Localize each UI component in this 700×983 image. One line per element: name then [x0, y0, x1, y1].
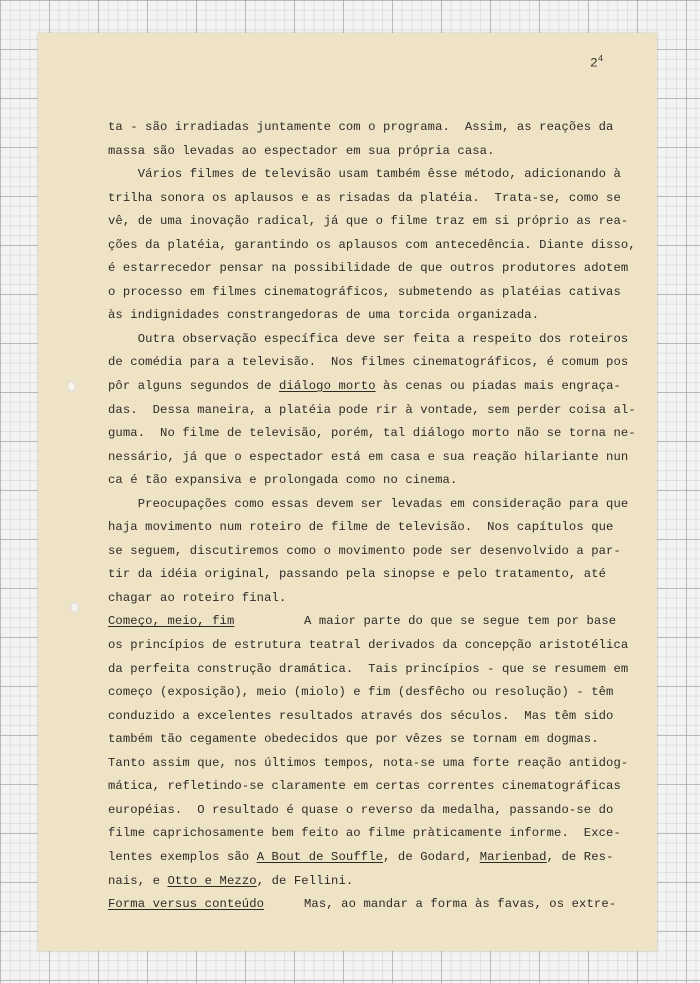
text-line: o processo em filmes cinematográficos, submetendo as platéias cativas — [108, 284, 621, 299]
text-line — [108, 375, 621, 399]
text-line: Outra observação específica deve ser feita a respeito dos roteiros — [108, 331, 629, 346]
text-line: filme caprichosamente bem feito ao filme pràticamente informe. Exce- — [108, 826, 621, 841]
text-line: trilha sonora os aplausos e as risadas da platéia. Trata-se, como se — [108, 190, 621, 205]
text-line: se seguem, discutiremos como o movimento pode ser desenvolvido a par- — [108, 543, 621, 558]
text-line — [108, 846, 614, 870]
text-line — [108, 610, 617, 634]
text-line: das. Dessa maneira, a platéia pode rir à vontade, sem perder coisa al- — [108, 402, 636, 417]
text-run: A maior parte do que se segue tem por base — [304, 614, 617, 629]
text-line: massa são levadas ao espectador em sua própria casa. — [108, 143, 495, 158]
typed-text-body — [108, 116, 636, 917]
text-line: chagar ao roteiro final. — [108, 590, 287, 605]
text-line: vê, de uma inovação radical, já que o filme traz em si próprio as rea- — [108, 214, 629, 229]
text-run: , de Godard, — [383, 849, 480, 864]
section-heading: Começo, meio, fim — [108, 614, 235, 629]
text-line: da perfeita construção dramática. Tais princípios - que se resumem em — [108, 661, 629, 676]
text-line: guma. No filme de televisão, porém, tal diálogo morto não se torna ne- — [108, 426, 636, 441]
punch-hole-bottom — [70, 602, 79, 613]
text-run: pôr alguns segundos de — [108, 379, 279, 394]
film-title: Otto e Mezzo — [167, 873, 257, 888]
text-run: , de Res- — [546, 849, 614, 864]
text-line: começo (exposição), meio (miolo) e fim (desfêcho ou resolução) - têm — [108, 685, 614, 700]
text-line: de comédia para a televisão. Nos filmes cinematográficos, é comum pos — [108, 355, 629, 370]
text-line: nessário, já que o espectador está em casa e sua reação hilariante nun — [108, 449, 629, 464]
text-line: ta - são irradiadas juntamente com o programa. Assim, as reações da — [108, 120, 614, 134]
text-line — [108, 870, 608, 894]
underlined-term: diálogo morto — [278, 379, 376, 394]
text-run: nais, e — [108, 873, 168, 888]
text-line: Preocupações como essas devem ser levadas em consideração para que — [108, 496, 629, 511]
text-line: Tanto assim que, nos últimos tempos, nota-se uma forte reação antidog- — [108, 755, 629, 770]
text-line — [108, 893, 617, 917]
text-run: lentes exemplos são — [108, 849, 257, 864]
page-number: $2^4$ — [590, 54, 604, 71]
text-line: Vários filmes de televisão usam também êsse método, adicionando à — [108, 167, 621, 182]
section-heading: Forma versus conteúdo — [108, 897, 265, 912]
text-run: às cenas ou piadas mais engraça- — [375, 379, 621, 394]
text-line: os princípios de estrutura teatral derivados da concepção aristotélica — [108, 638, 629, 653]
text-line: tir da idéia original, passando pela sinopse e pelo tratamento, até — [108, 567, 607, 582]
text-line: é estarrecedor pensar na possibilidade de que outros produtores adotem — [108, 261, 629, 276]
text-line: haja movimento num roteiro de filme de televisão. Nos capítulos que — [108, 520, 614, 535]
text-line: mática, refletindo-se claramente em certas correntes cinematográficas — [108, 779, 621, 794]
text-line: conduzido a excelentes resultados através dos séculos. Mas têm sido — [108, 708, 614, 723]
film-title: A Bout de Souffle — [256, 849, 384, 864]
text-run: Mas, ao mandar a forma às favas, os extre- — [304, 897, 617, 912]
text-line: ca é tão expansiva e prolongada como no cinema. — [108, 473, 458, 488]
film-title: Marienbad — [479, 849, 547, 864]
punch-hole-top — [67, 381, 76, 392]
text-line: ções da platéia, garantindo os aplausos com antecedência. Diante disso, — [108, 237, 636, 252]
text-run: , de Fellini. — [256, 873, 354, 888]
text-line: às indignidades constrangedoras de uma torcida organizada. — [108, 308, 540, 323]
text-line: européias. O resultado é quase o reverso da medalha, passando-se do — [108, 802, 614, 817]
text-line: também tão cegamente obedecidos que por vêzes se tornam em dogmas. — [108, 732, 599, 747]
